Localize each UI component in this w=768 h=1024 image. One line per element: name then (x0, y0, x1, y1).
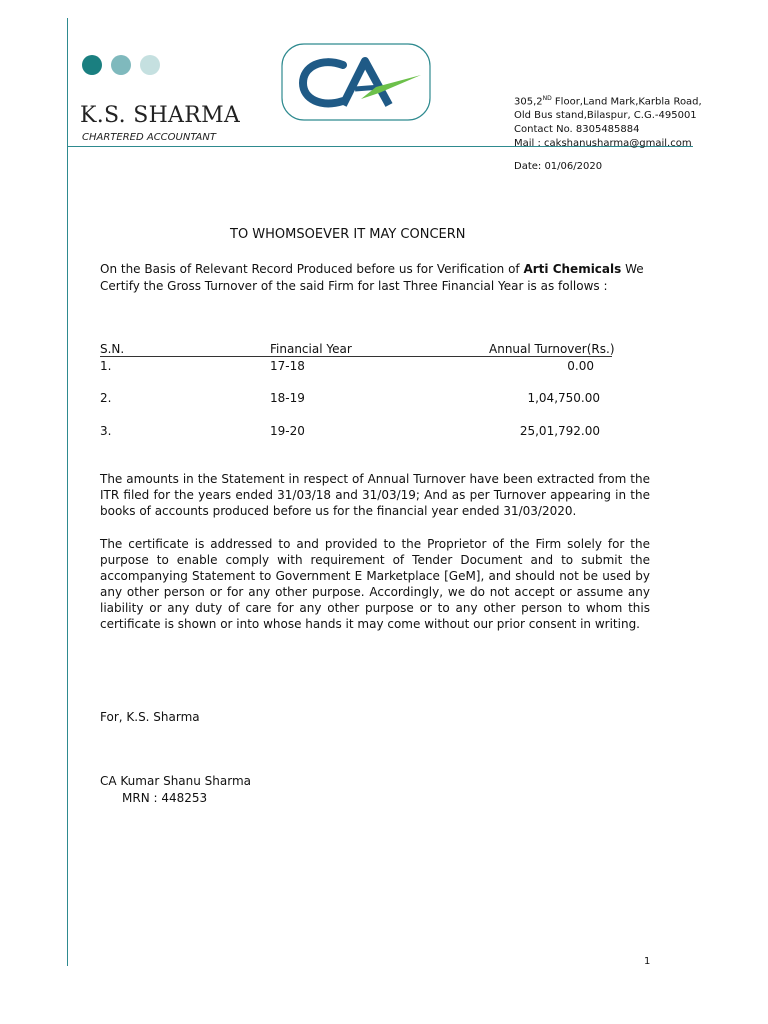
intro-paragraph: On the Basis of Relevant Record Produced before us for Verification of Arti Chemicals We Certify the Gross Turnover of the said Firm for last Three Financial Year is as follows : (100, 262, 644, 293)
signatory-for-line: For, K.S. Sharma (100, 710, 200, 724)
firm-subtitle: CHARTERED ACCOUNTANT (82, 132, 216, 143)
address-line-1: 305,2ND Floor,Land Mark,Karbla Road, (514, 95, 702, 108)
col-header-year: Financial Year (270, 342, 352, 356)
left-margin-rule (67, 18, 68, 966)
table-row-1-year: 17-18 (270, 359, 305, 373)
col-header-turnover: Annual Turnover(Rs.) (489, 342, 615, 356)
certificate-heading: TO WHOMSOEVER IT MAY CONCERN (230, 227, 466, 242)
signatory-name: CA Kumar Shanu Sharma (100, 774, 252, 788)
decorative-dot-medium (111, 55, 131, 75)
table-row-3-turnover: 25,01,792.00 (519, 424, 600, 438)
signatory-mrn: MRN : 448253 (122, 791, 208, 805)
table-header-underline (100, 356, 612, 357)
document-date: Date: 01/06/2020 (514, 161, 603, 172)
table-row-3-sn: 3. (100, 424, 112, 438)
table-row-1-sn: 1. (100, 359, 112, 373)
address-line-2: Old Bus stand,Bilaspur, C.G.-495001 (514, 110, 697, 122)
table-row-1-turnover: 0.00 (567, 359, 594, 373)
table-row-2-sn: 2. (100, 391, 112, 405)
email-address: Mail : cakshanusharma@gmail.com (514, 138, 692, 150)
table-row-3-year: 19-20 (270, 424, 305, 438)
table-row-2-year: 18-19 (270, 391, 305, 405)
decorative-dot-light (140, 55, 160, 75)
client-name: Arti Chemicals (523, 262, 622, 276)
page-number: 1 (644, 956, 651, 967)
col-header-sn: S.N. (100, 342, 125, 356)
contact-number: Contact No. 8305485884 (514, 124, 640, 136)
decorative-dot-dark (82, 55, 102, 75)
firm-address (514, 92, 702, 151)
ca-logo-icon (281, 43, 431, 121)
table-row-2-turnover: 1,04,750.00 (527, 391, 600, 405)
firm-name: K.S. SHARMA (80, 103, 241, 128)
disclaimer-paragraph: The certificate is addressed to and provided to the Proprietor of the Firm solely for the purpose to enable comply with requirement of Tender Document and to submit the accompanying Statement to Government E Marketplace [GeM], and should not be used by any other person or for any other purpose. Accordingly, we do not accept or assume any liability or any duty of care for any other purpose or to any other person to whom this certificate is shown or into whose hands it may come without our prior consent in writing. (100, 537, 650, 631)
statement-paragraph: The amounts in the Statement in respect of Annual Turnover have been extracted from the ITR filed for the years ended 31/03/18 and 31/03/19; And as per Turnover appearing in the books of accounts produced before us for the financial year ended 31/03/2020. (100, 472, 650, 518)
